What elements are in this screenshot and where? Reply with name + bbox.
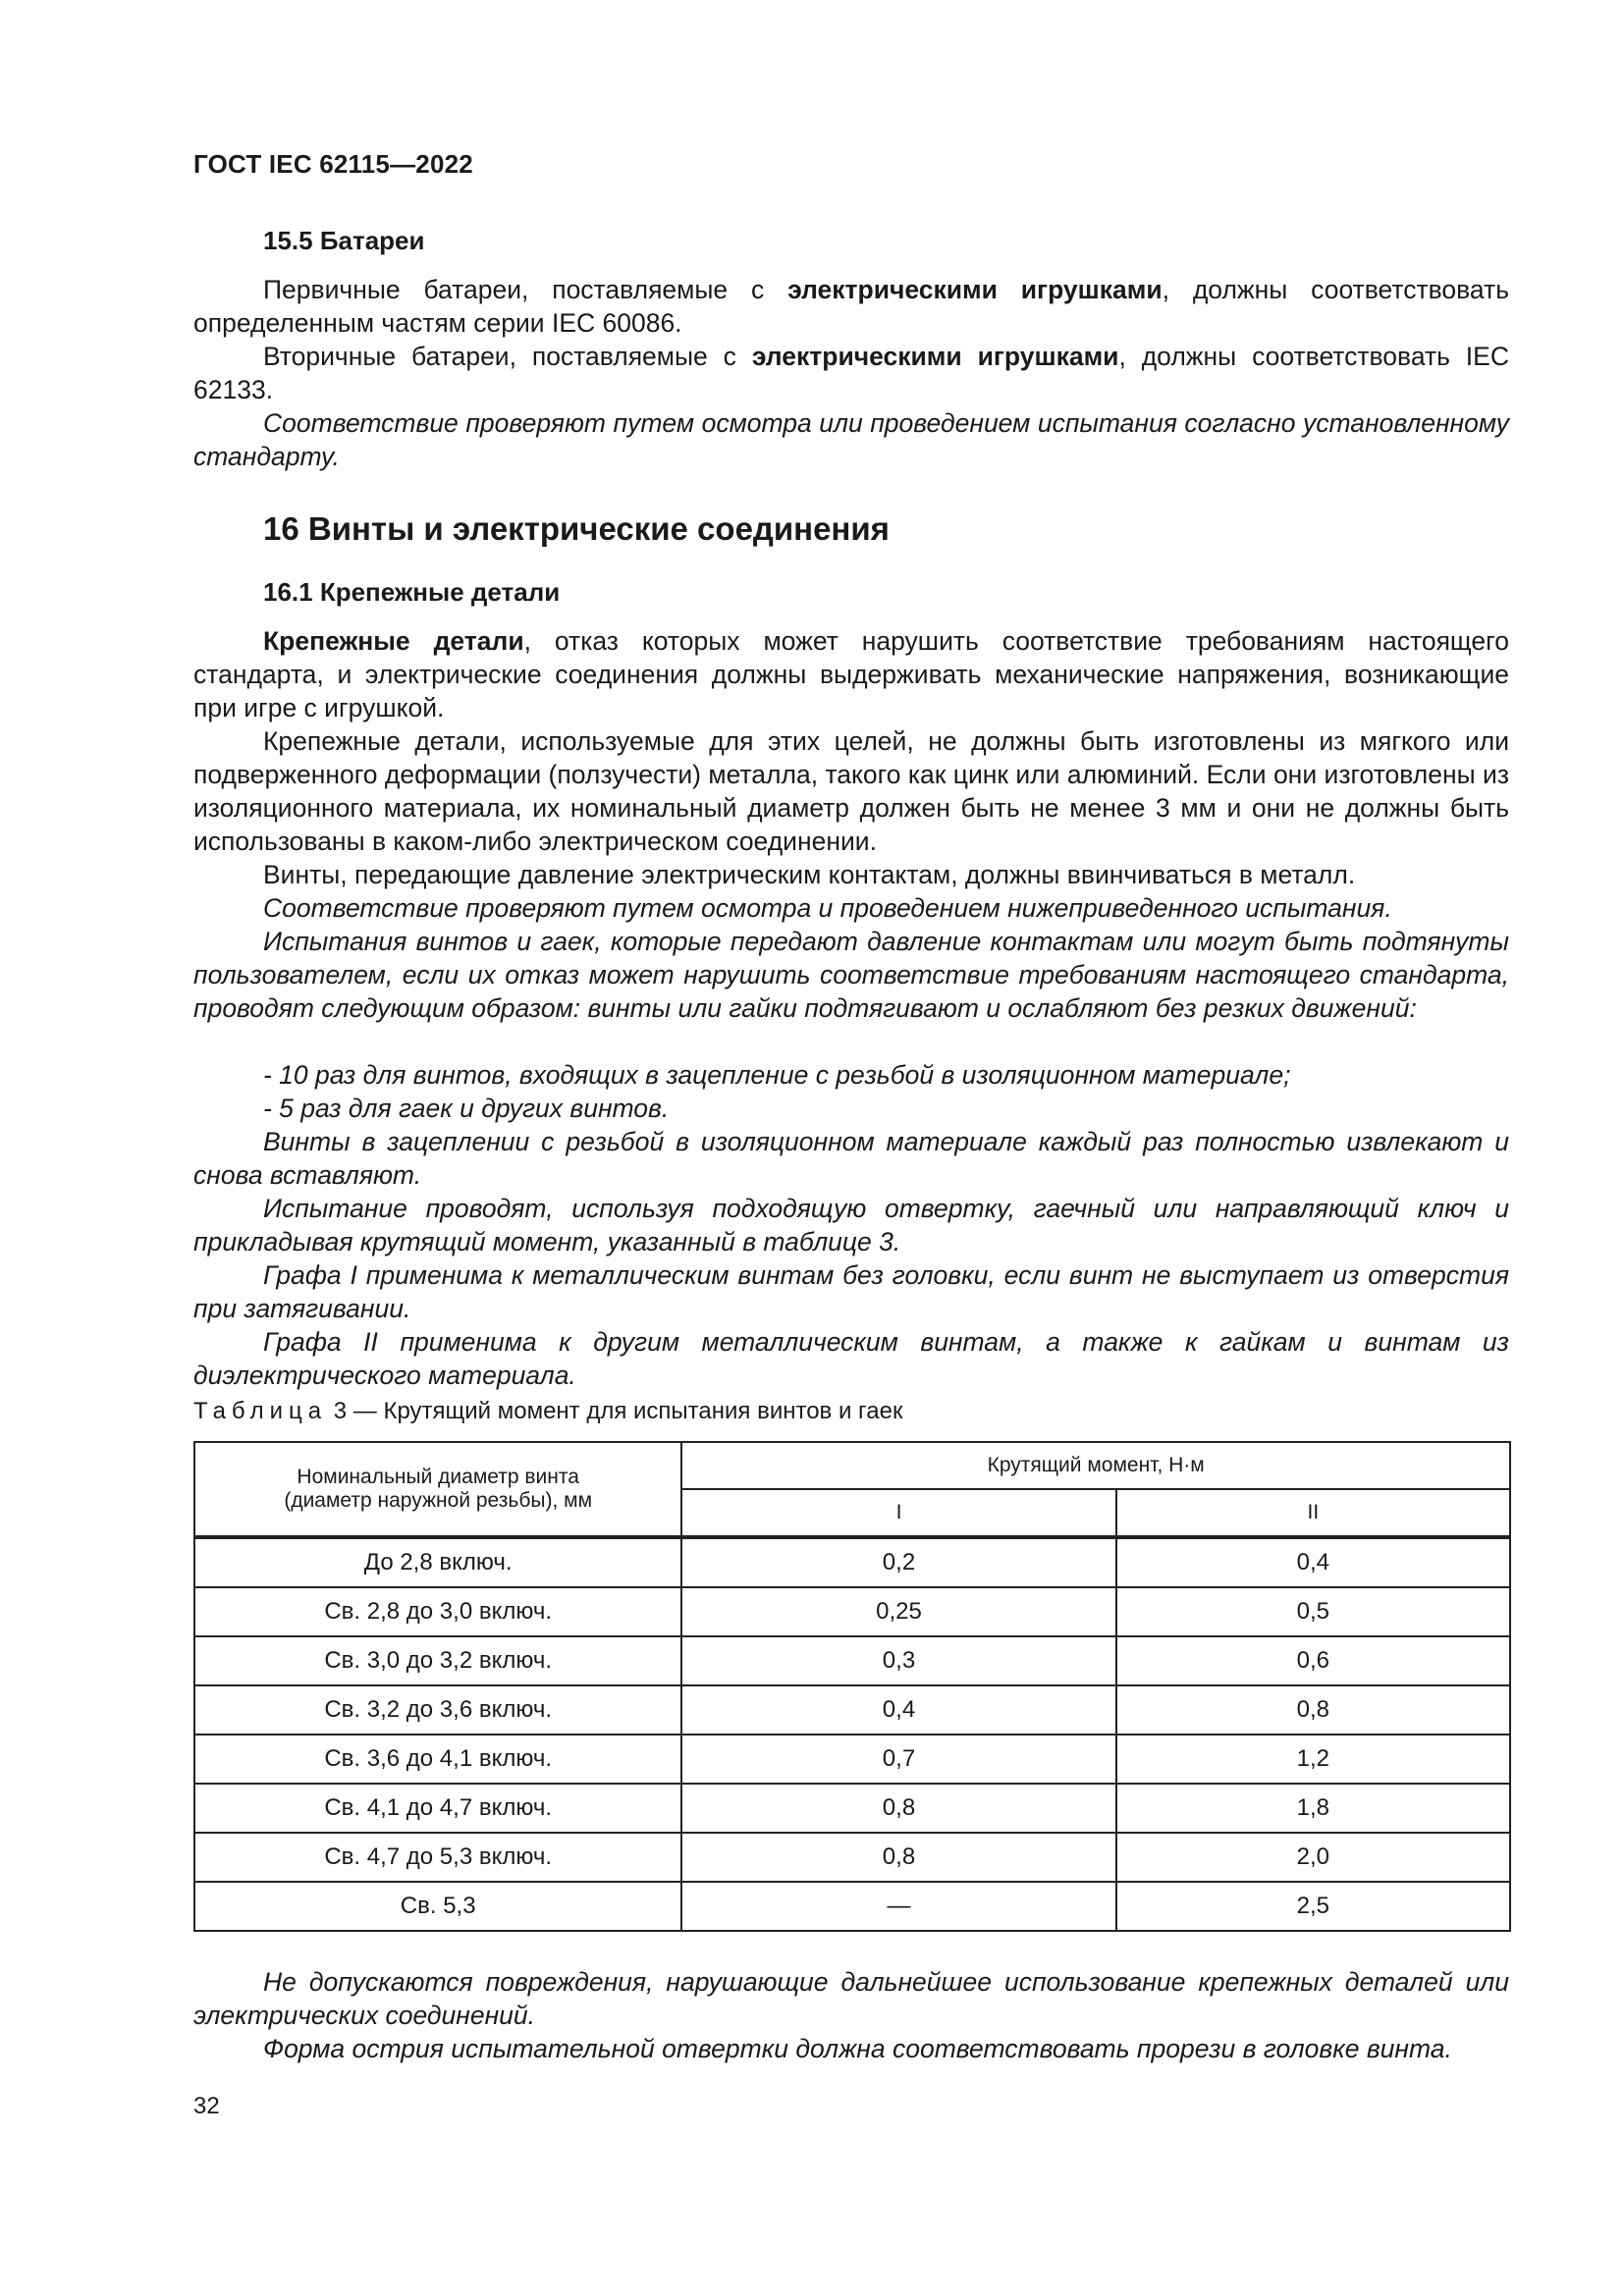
- document-header: ГОСТ IEC 62115—2022: [193, 149, 473, 179]
- cell-diameter: Св. 4,1 до 4,7 включ.: [194, 1784, 681, 1833]
- cell-diameter: Св. 5,3: [194, 1882, 681, 1931]
- list-item: - 5 раз для гаек и других винтов.: [263, 1094, 670, 1123]
- table-row: [194, 1784, 1510, 1833]
- table-row: [194, 1587, 1510, 1636]
- column-group-header-torque: Крутящий момент, Н·м: [681, 1442, 1510, 1489]
- cell-torque-ii: 1,8: [1116, 1784, 1510, 1833]
- page-number: 32: [193, 2093, 220, 2119]
- cell-torque-ii: 1,2: [1116, 1735, 1510, 1784]
- cell-torque-i: 0,25: [681, 1587, 1115, 1636]
- caption-label: Таблица: [193, 1398, 328, 1424]
- column-header-i: I: [681, 1489, 1115, 1537]
- s16-1-test-procedure: Испытания винтов и гаек, которые передают давление контактам или могут быть подтянуты пользователем, если их отказ может нарушить соответствие требованиям настоящего стандарта, проводят следующим образом: винты или гайки подтягивают и ослабляют без резких движений:: [193, 927, 1509, 1023]
- cell-torque-ii: 0,5: [1116, 1587, 1510, 1636]
- column-header-diameter: [194, 1442, 681, 1537]
- cell-torque-i: 0,3: [681, 1636, 1115, 1685]
- term: электрическими игрушками: [787, 275, 1163, 304]
- cell-torque-i: 0,8: [681, 1784, 1115, 1833]
- text: , отказ которых может нарушить соответствие требованиям настоящего стандарта, и электрические соединения должны выдерживать механические напряжения, возникающие при игре с игрушкой.: [193, 626, 1509, 722]
- section-15-5-heading: 15.5 Батареи: [263, 226, 425, 255]
- table-row: [194, 1882, 1510, 1931]
- table-row: [194, 1833, 1510, 1882]
- s16-1-paragraph-8: Графа I применима к металлическим винтам без головки, если винт не выступает из отверстия при затягивании.: [193, 1260, 1509, 1323]
- s15-5-paragraph-2: [193, 340, 1509, 406]
- s15-5-compliance: Соответствие проверяют путем осмотра или проведением испытания согласно установленному стандарту.: [193, 408, 1509, 471]
- header-line: (диаметр наружной резьбы), мм: [284, 1489, 593, 1512]
- table-row: [194, 1685, 1510, 1735]
- caption-title: 3 — Крутящий момент для испытания винтов и гаек: [327, 1398, 903, 1424]
- term: Крепежные детали: [263, 626, 524, 656]
- after-table-paragraph-1: Не допускаются повреждения, нарушающие дальнейшее использование крепежных деталей или электрических соединений.: [193, 1967, 1509, 2030]
- cell-diameter: Св. 2,8 до 3,0 включ.: [194, 1587, 681, 1636]
- s16-1-paragraph-2: Крепежные детали, используемые для этих целей, не должны быть изготовлены из мягкого или подверженного деформации (ползучести) металла, такого как цинк или алюминий. Если они изготовлены из изоляционного материала, их номинальный диаметр должен быть не менее 3 мм и они не должны быть использованы в каком-либо электрическом соединении.: [193, 726, 1509, 856]
- cell-torque-ii: 2,0: [1116, 1833, 1510, 1882]
- table-caption: [193, 1398, 902, 1425]
- section-16-heading: 16 Винты и электрические соединения: [263, 510, 890, 547]
- table-row: [194, 1537, 1510, 1587]
- s16-1-paragraph-9: Графа II применима к другим металлическим винтам, а также к гайкам и винтам из диэлектрического материала.: [193, 1327, 1509, 1390]
- text: Первичные батареи, поставляемые с: [263, 275, 788, 304]
- cell-torque-ii: 0,6: [1116, 1636, 1510, 1685]
- text: , должны соответствовать IEC 62133.: [193, 342, 1509, 404]
- cell-torque-ii: 2,5: [1116, 1882, 1510, 1931]
- cell-torque-i: 0,8: [681, 1833, 1115, 1882]
- cell-diameter: Св. 3,6 до 4,1 включ.: [194, 1735, 681, 1784]
- cell-torque-i: 0,2: [681, 1537, 1115, 1587]
- cell-torque-ii: 0,8: [1116, 1685, 1510, 1735]
- table-row: [194, 1735, 1510, 1784]
- cell-torque-ii: 0,4: [1116, 1537, 1510, 1587]
- cell-diameter: Св. 3,0 до 3,2 включ.: [194, 1636, 681, 1685]
- section-16-1-heading: 16.1 Крепежные детали: [263, 577, 561, 607]
- cell-diameter: До 2,8 включ.: [194, 1537, 681, 1587]
- s16-1-paragraph-1: [193, 624, 1509, 724]
- s15-5-paragraph-1: [193, 273, 1509, 340]
- column-header-ii: II: [1116, 1489, 1510, 1537]
- text: , должны соответствовать определенным частям серии IEC 60086.: [193, 275, 1509, 338]
- s16-1-compliance: Соответствие проверяют путем осмотра и проведением нижеприведенного испытания.: [263, 893, 1392, 923]
- s16-1-paragraph-6: Винты в зацеплении с резьбой в изоляционном материале каждый раз полностью извлекают и снова вставляют.: [193, 1127, 1509, 1190]
- cell-diameter: Св. 4,7 до 5,3 включ.: [194, 1833, 681, 1882]
- list-item: - 10 раз для винтов, входящих в зацепление с резьбой в изоляционном материале;: [263, 1060, 1291, 1090]
- torque-table: [193, 1441, 1511, 1932]
- table-row: [194, 1636, 1510, 1685]
- cell-torque-i: —: [681, 1882, 1115, 1931]
- cell-torque-i: 0,7: [681, 1735, 1115, 1784]
- cell-torque-i: 0,4: [681, 1685, 1115, 1735]
- text: Вторичные батареи, поставляемые с: [263, 342, 752, 371]
- s16-1-paragraph-7: Испытание проводят, используя подходящую отвертку, гаечный или направляющий ключ и прикладывая крутящий момент, указанный в таблице 3.: [193, 1194, 1509, 1256]
- cell-diameter: Св. 3,2 до 3,6 включ.: [194, 1685, 681, 1735]
- after-table-paragraph-2: Форма острия испытательной отвертки должна соответствовать прорези в головке винта.: [263, 2034, 1452, 2063]
- s16-1-paragraph-3: Винты, передающие давление электрическим контактам, должны ввинчиваться в металл.: [263, 860, 1356, 889]
- term: электрическими игрушками: [751, 342, 1119, 371]
- header-line: Номинальный диаметр винта: [297, 1466, 579, 1488]
